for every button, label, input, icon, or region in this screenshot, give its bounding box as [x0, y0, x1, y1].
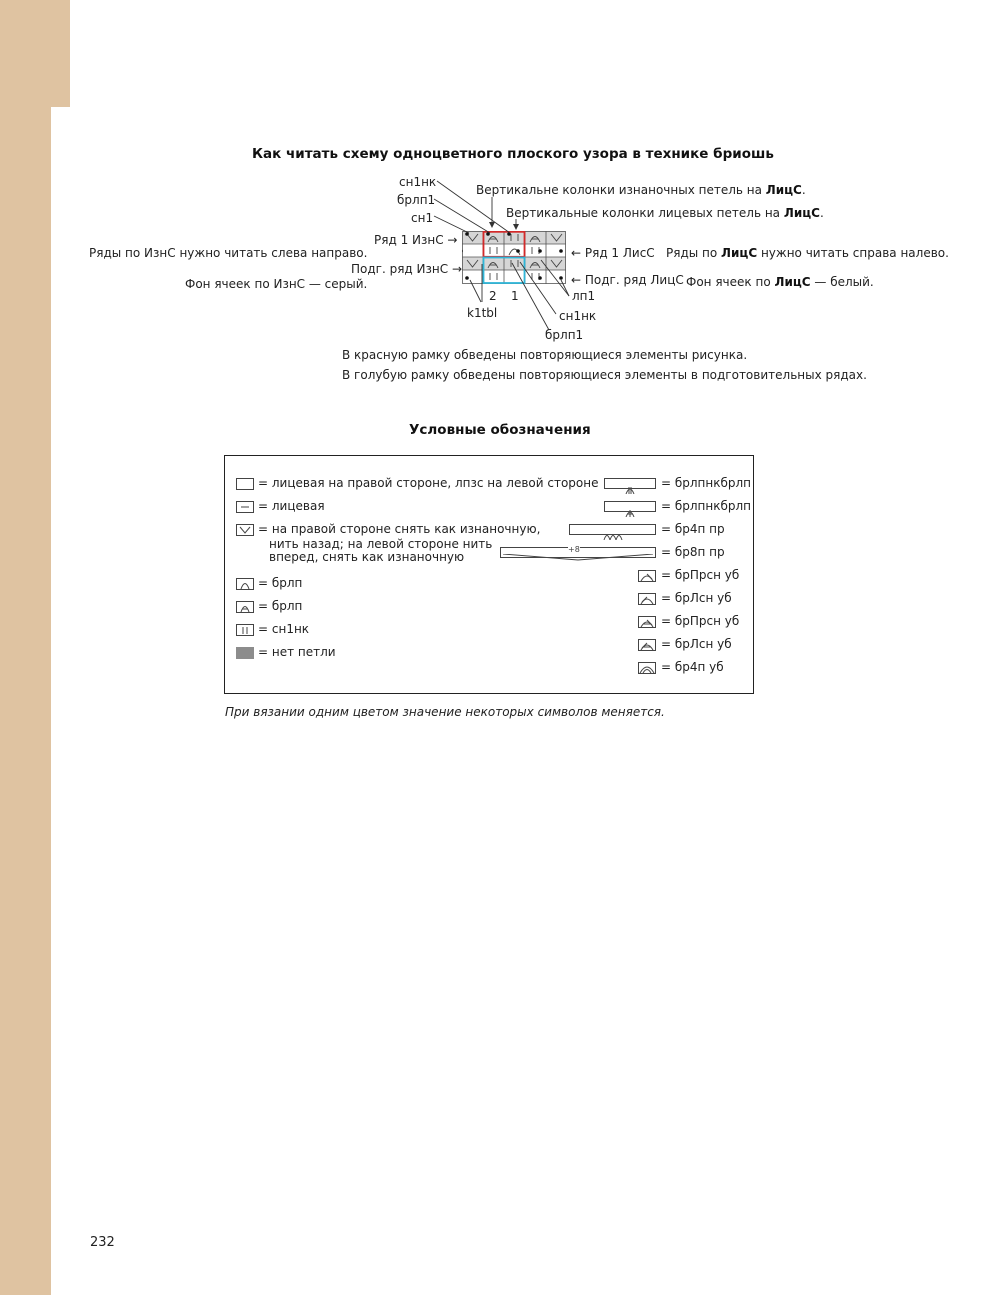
- legend-item-text: = брлп: [258, 576, 303, 590]
- br4p-dec-icon: [638, 662, 656, 674]
- legend-item-text: = брЛсн уб: [661, 637, 732, 651]
- arch-a-icon: [236, 601, 254, 613]
- brlp-nk-icon: [604, 478, 656, 489]
- brprsn-dec-icon: [638, 570, 656, 582]
- dash-icon: [236, 501, 254, 513]
- label-bg-ws-note: Фон ячеек по ИзнС — серый.: [185, 277, 368, 291]
- label-row1-rs: ← Ряд 1 ЛисС: [571, 246, 655, 260]
- footnote: При вязании одним цветом значение некоторых символов меняется.: [225, 705, 665, 719]
- legend-item-text: = брлпнкбрлп: [661, 476, 752, 490]
- brlsn-dec-alt-icon: [638, 639, 656, 651]
- v-slip-icon: [236, 524, 254, 536]
- legend-item-text: = брлп: [258, 599, 303, 613]
- legend-item-text-line3: вперед, снять как изнаночную: [269, 550, 465, 564]
- page-number: 232: [90, 1235, 115, 1250]
- label-col-1: 1: [511, 289, 519, 303]
- double-bar-icon: [236, 624, 254, 636]
- label-vertical-purl-columns: Вертикальне колонки изнаночных петель на ЛицС.: [476, 183, 806, 197]
- legend-item-text-line2: нить назад; на левой стороне нить: [269, 537, 493, 551]
- br4p-pr-icon: [569, 524, 656, 535]
- legend-item-text: = нет петли: [258, 645, 336, 659]
- br8p-badge: +8: [568, 545, 580, 554]
- br8p-pr-icon: [500, 547, 656, 558]
- brlp-nk-alt-icon: [604, 501, 656, 512]
- legend-item-text: = лицевая на правой стороне, лпзс на левой стороне: [258, 476, 599, 490]
- arch-icon: [236, 578, 254, 590]
- legend-item-text: = сн1нк: [258, 622, 310, 636]
- legend-title: Условные обозначения: [409, 422, 591, 438]
- legend-item-text: = брПрсн уб: [661, 614, 740, 628]
- label-brlp1-top: брлп1: [397, 193, 436, 207]
- diagram-leader-lines: [0, 0, 997, 360]
- note-red-frame: В красную рамку обведены повторяющиеся элементы рисунка.: [342, 348, 748, 362]
- empty-square-icon: [236, 478, 254, 490]
- legend-item-text: = брЛсн уб: [661, 591, 732, 605]
- label-k1tbl: k1tbl: [467, 306, 498, 320]
- label-prep-row-rs: ← Подг. ряд ЛицС: [571, 273, 684, 287]
- gray-block-icon: [236, 647, 254, 659]
- label-sn1-top: сн1: [411, 211, 434, 225]
- label-vertical-knit-columns: Вертикальные колонки лицевых петель на ЛицС.: [506, 206, 824, 220]
- legend-box: [224, 455, 754, 694]
- label-row1-ws: Ряд 1 ИзнС →: [374, 233, 458, 247]
- label-bg-rs-note: Фон ячеек по ЛицС — белый.: [686, 275, 874, 289]
- legend-item-text: = брлпнкбрлп: [661, 499, 752, 513]
- legend-item-text: = бр8п пр: [661, 545, 725, 559]
- legend-item-text: = брПрсн уб: [661, 568, 740, 582]
- note-blue-frame: В голубую рамку обведены повторяющиеся элементы в подготовительных рядах.: [342, 368, 867, 382]
- legend-item-text: = бр4п пр: [661, 522, 725, 536]
- label-lp1: лп1: [572, 289, 596, 303]
- legend-item-text: = бр4п уб: [661, 660, 724, 674]
- label-rows-rs-note: Ряды по ЛицС нужно читать справа налево.: [666, 246, 949, 260]
- label-col-2: 2: [489, 289, 497, 303]
- legend-item-text: = на правой стороне снять как изнаночную,: [258, 522, 541, 536]
- label-rows-ws-note: Ряды по ИзнС нужно читать слева направо.: [89, 246, 368, 260]
- page-title: Как читать схему одноцветного плоского узора в технике бриошь: [252, 146, 774, 162]
- legend-item-text: = лицевая: [258, 499, 325, 513]
- label-sn1nk-top: сн1нк: [399, 175, 437, 189]
- brprsn-dec-alt-icon: [638, 616, 656, 628]
- label-brlp1-bottom: брлп1: [545, 328, 584, 342]
- label-sn1nk-bottom: сн1нк: [559, 309, 597, 323]
- brlsn-dec-icon: [638, 593, 656, 605]
- label-prep-row-ws: Подг. ряд ИзнС →: [351, 262, 462, 276]
